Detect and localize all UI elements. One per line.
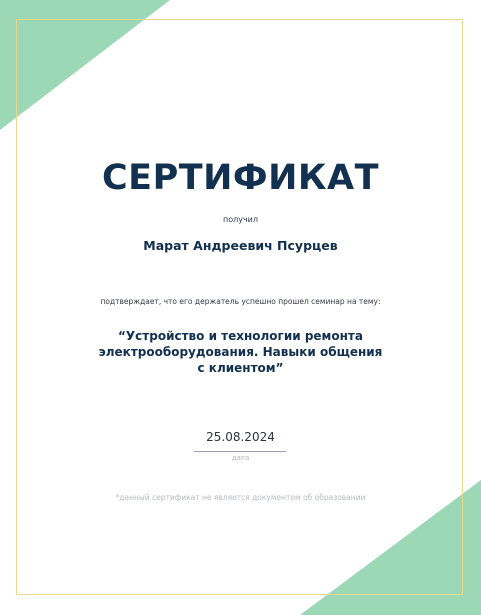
date-value: 25.08.2024 xyxy=(206,430,275,444)
seminar-topic xyxy=(90,328,391,376)
date-label: дата xyxy=(231,454,250,462)
certificate-title: СЕРТИФИКАТ xyxy=(102,158,379,198)
date-underline xyxy=(194,451,286,452)
received-label: получил xyxy=(222,215,258,224)
recipient-name: Марат Андреевич Псурцев xyxy=(143,238,338,253)
seminar-topic-line: с клиентом” xyxy=(197,361,284,375)
seminar-topic-line: “Устройство и технологии ремонта xyxy=(118,329,363,343)
footnote: *данный сертификат не является документом об образовании xyxy=(115,493,366,502)
seminar-topic-line: электрооборудования. Навыки общения xyxy=(98,345,383,359)
certificate-frame xyxy=(16,19,463,595)
confirms-text: подтверждает, что его держатель успешно прошел семинар на тему: xyxy=(100,297,381,306)
